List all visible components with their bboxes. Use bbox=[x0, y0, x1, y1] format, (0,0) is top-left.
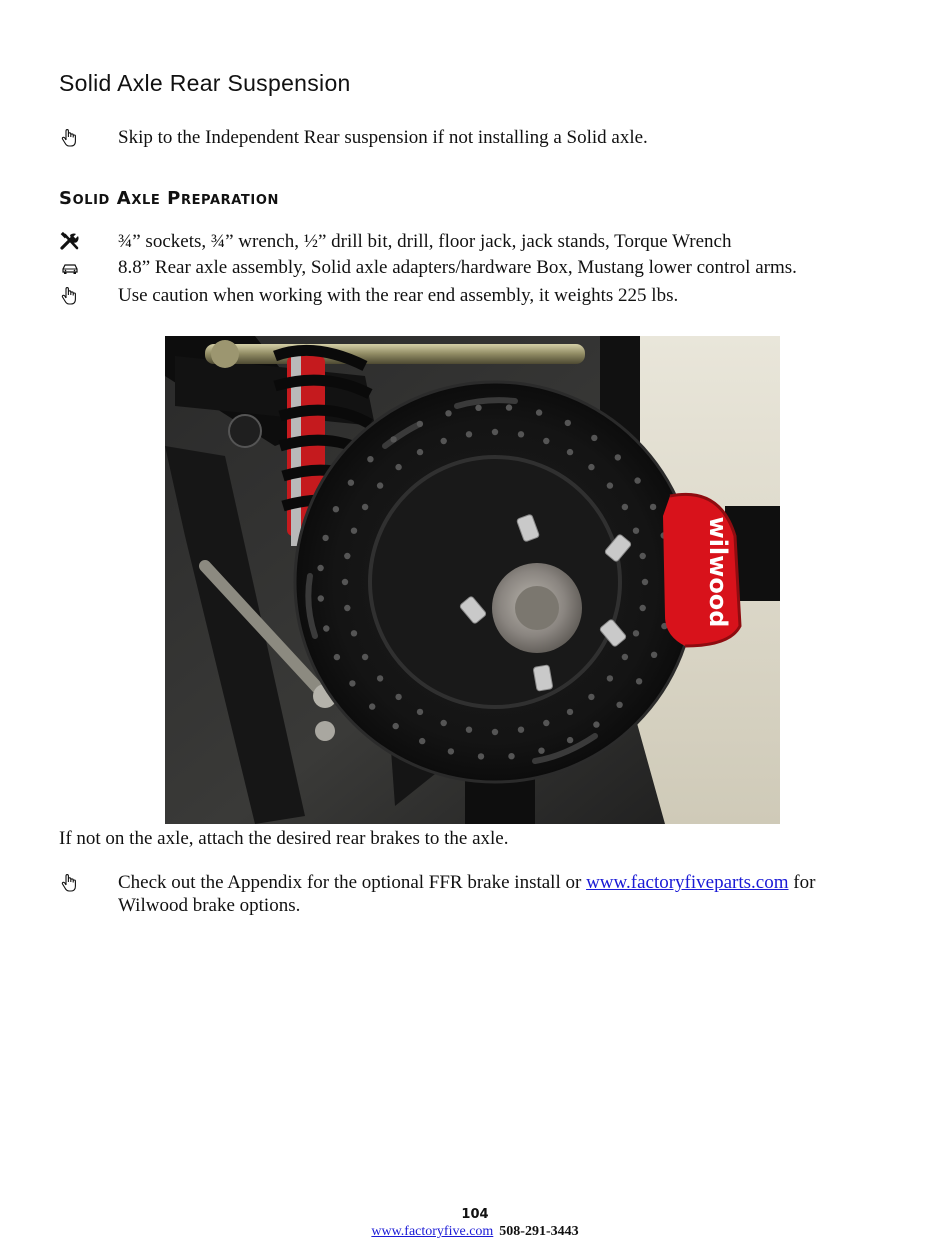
rotor-hole bbox=[466, 431, 472, 437]
rotor-hole bbox=[390, 436, 396, 442]
rotor-hole bbox=[640, 553, 646, 559]
rotor-hole bbox=[322, 535, 328, 541]
pointing-hand-icon bbox=[59, 127, 81, 149]
rotor-hole bbox=[633, 630, 639, 636]
rotor-hole bbox=[395, 464, 401, 470]
caution-text: Use caution when working with the rear end assembly, it weights 225 lbs. bbox=[118, 285, 679, 306]
rotor-hole bbox=[344, 605, 350, 611]
rotor-hole bbox=[622, 504, 628, 510]
rotor-hole bbox=[377, 675, 383, 681]
rotor-hole bbox=[466, 727, 472, 733]
rotor-hole bbox=[593, 721, 599, 727]
rotor-hole bbox=[417, 709, 423, 715]
rotor-hole bbox=[492, 429, 498, 435]
rotor-hole bbox=[492, 729, 498, 735]
rotor-hole bbox=[642, 579, 648, 585]
page-number: 104 bbox=[461, 1207, 489, 1222]
rotor-hole bbox=[565, 420, 571, 426]
caliper-brand-text: wilwood bbox=[704, 516, 732, 628]
rotor-hole bbox=[393, 723, 399, 729]
note-brakes-after: for Wilwood brake options. bbox=[118, 872, 816, 916]
brake-assembly-photo bbox=[165, 336, 780, 824]
rotor-hole bbox=[419, 738, 425, 744]
rotor-hole bbox=[591, 435, 597, 441]
rotor-hole bbox=[448, 748, 454, 754]
rotor-hole bbox=[615, 454, 621, 460]
tools-icon bbox=[59, 231, 81, 253]
phone-number: 508-291-3443 bbox=[499, 1224, 579, 1239]
page-title: Solid Axle Rear Suspension bbox=[59, 70, 351, 96]
rotor-hole bbox=[636, 678, 642, 684]
note-brakes-before: Check out the Appendix for the optional FFR brake install or bbox=[118, 872, 587, 893]
rotor-hole bbox=[344, 553, 350, 559]
rotor-hole bbox=[567, 709, 573, 715]
rotor-hole bbox=[441, 438, 447, 444]
note-brakes-text bbox=[118, 871, 849, 917]
rotor-hole bbox=[351, 630, 357, 636]
rotor-hole bbox=[417, 449, 423, 455]
rotor-hole bbox=[369, 703, 375, 709]
rotor-hole bbox=[445, 410, 451, 416]
factoryfive-website-link[interactable]: www.factoryfive.com bbox=[371, 1224, 494, 1239]
rotor-hole bbox=[622, 654, 628, 660]
tools-text: ¾” sockets, ¾” wrench, ½” drill bit, drill, floor jack, jack stands, Torque Wrench bbox=[118, 231, 732, 252]
rotor-hole bbox=[395, 694, 401, 700]
rotor-hole bbox=[651, 652, 657, 658]
rotor-hole bbox=[342, 579, 348, 585]
rotor-hole bbox=[536, 409, 542, 415]
rotor-hole bbox=[333, 506, 339, 512]
rotor-hole bbox=[640, 605, 646, 611]
rotor-hole bbox=[567, 449, 573, 455]
rotor-hole bbox=[538, 748, 544, 754]
rotor-hole bbox=[323, 625, 329, 631]
rotor-hole bbox=[588, 464, 594, 470]
rotor-hole bbox=[567, 737, 573, 743]
rotor-hole bbox=[633, 528, 639, 534]
factoryfiveparts-link[interactable]: www.factoryfiveparts.com bbox=[586, 872, 789, 893]
note-skip-text: Skip to the Independent Rear suspension if not installing a Solid axle. bbox=[118, 127, 648, 148]
section-heading: Solid Axle Preparation bbox=[59, 188, 279, 209]
pointing-hand-icon bbox=[59, 285, 81, 307]
rotor-hole bbox=[362, 504, 368, 510]
rotor-hole bbox=[334, 654, 340, 660]
footer-contact bbox=[0, 1224, 950, 1240]
parts-text: 8.8” Rear axle assembly, Solid axle adapters/hardware Box, Mustang lower control arms. bbox=[118, 257, 797, 278]
rotor-hole bbox=[362, 654, 368, 660]
rotor-hole bbox=[475, 405, 481, 411]
rotor-hole bbox=[634, 477, 640, 483]
rotor-hole bbox=[317, 565, 323, 571]
rotor-hole bbox=[367, 456, 373, 462]
rotor-hole bbox=[441, 720, 447, 726]
rotor-hole bbox=[616, 702, 622, 708]
car-icon bbox=[59, 257, 81, 279]
rotor-hole bbox=[518, 431, 524, 437]
rotor-hole bbox=[506, 404, 512, 410]
rotor-hole bbox=[318, 595, 324, 601]
rotor-hole bbox=[349, 680, 355, 686]
rotor-hole bbox=[607, 482, 613, 488]
rotor-hole bbox=[607, 675, 613, 681]
rotor-hole bbox=[417, 421, 423, 427]
rotor-hole bbox=[543, 438, 549, 444]
rotor-hole bbox=[588, 694, 594, 700]
rotor-hole bbox=[351, 528, 357, 534]
rotor-hole bbox=[518, 727, 524, 733]
brake-paragraph: If not on the axle, attach the desired rear brakes to the axle. bbox=[59, 828, 509, 849]
rotor-hole bbox=[478, 753, 484, 759]
rotor-hole bbox=[348, 480, 354, 486]
rotor-hole bbox=[508, 753, 514, 759]
pointing-hand-icon bbox=[59, 872, 81, 894]
rotor-hole bbox=[650, 504, 656, 510]
rotor-hole bbox=[377, 482, 383, 488]
rotor-hole bbox=[543, 720, 549, 726]
